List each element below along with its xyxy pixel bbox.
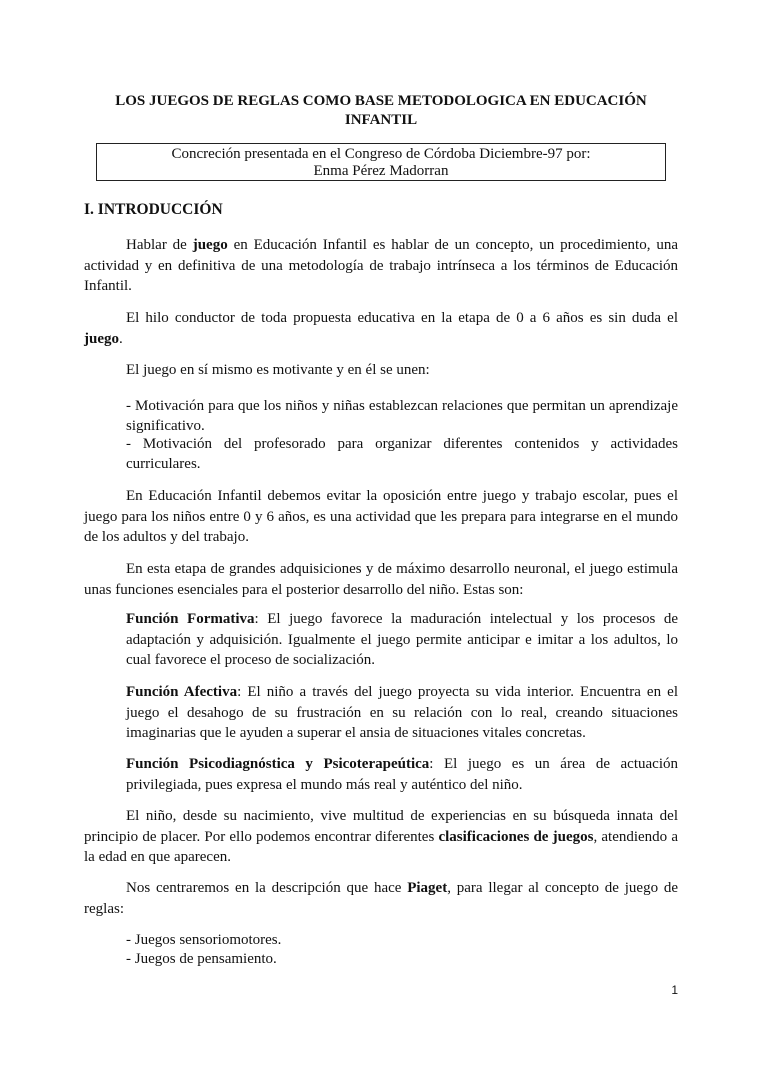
list-item: - Juegos sensoriomotores. bbox=[126, 932, 282, 948]
document-title: LOS JUEGOS DE REGLAS COMO BASE METODOLOGICA EN EDUCACIÓN INFANTIL bbox=[115, 93, 647, 128]
presentation-box bbox=[96, 143, 666, 181]
paragraph-1: Hablar de juego en Educación Infantil es hablar de un concepto, un procedimiento, una actividad y en definitiva de una metodología de trabajo intrínseca a los términos de Educación Infantil. bbox=[84, 237, 678, 294]
paragraph-7: Nos centraremos en la descripción que hace Piaget, para llegar al concepto de juego de reglas: bbox=[84, 880, 679, 917]
function-formativa: Función Formativa: El juego favorece la maduración intelectual y los procesos de adaptación y adquisición. Igualmente el juego permite anticipar e imitar a los adultos, lo cual favorece el proceso de socialización. bbox=[126, 611, 678, 668]
list-item: - Motivación del profesorado para organizar diferentes contenidos y actividades curriculares. bbox=[126, 436, 678, 472]
document-page bbox=[84, 0, 678, 1087]
presentation-line: Concreción presentada en el Congreso de Córdoba Diciembre-97 por: bbox=[171, 146, 591, 162]
paragraph-3: El juego en sí mismo es motivante y en él se unen: bbox=[126, 362, 430, 378]
paragraph-2: El hilo conductor de toda propuesta educativa en la etapa de 0 a 6 años es sin duda el juego. bbox=[84, 310, 678, 347]
page-number: 1 bbox=[671, 983, 678, 997]
paragraph-6: El niño, desde su nacimiento, vive multitud de experiencias en su búsqueda innata del principio de placer. Por ello podemos encontrar diferentes clasificaciones de juegos, atendiendo a la edad en que aparecen. bbox=[84, 808, 678, 865]
list-item: - Juegos de pensamiento. bbox=[126, 951, 277, 967]
list-item: - Motivación para que los niños y niñas establezcan relaciones que permitan un aprendizaje significativo. bbox=[126, 398, 678, 434]
paragraph-4: En Educación Infantil debemos evitar la oposición entre juego y trabajo escolar, pues el juego para los niños entre 0 y 6 años, es una actividad que les prepara para integrarse en el mundo de los adultos y del trabajo. bbox=[84, 488, 678, 545]
paragraph-5: En esta etapa de grandes adquisiciones y de máximo desarrollo neuronal, el juego estimula unas funciones esenciales para el posterior desarrollo del niño. Estas son: bbox=[84, 561, 678, 598]
section-heading: I. INTRODUCCIÓN bbox=[84, 201, 223, 218]
author-name: Enma Pérez Madorran bbox=[313, 163, 449, 179]
function-afectiva: Función Afectiva: El niño a través del juego proyecta su vida interior. Encuentra en el juego el desahogo de su frustración en su relación con lo real, creando situaciones imaginarias que le ayuden a superar el ansia de situaciones vitales concretas. bbox=[126, 684, 678, 741]
function-psicodiagnostica: Función Psicodiagnóstica y Psicoterapeútica: El juego es un área de actuación privilegiada, pues expresa el mundo más real y auténtico del niño. bbox=[126, 756, 678, 793]
